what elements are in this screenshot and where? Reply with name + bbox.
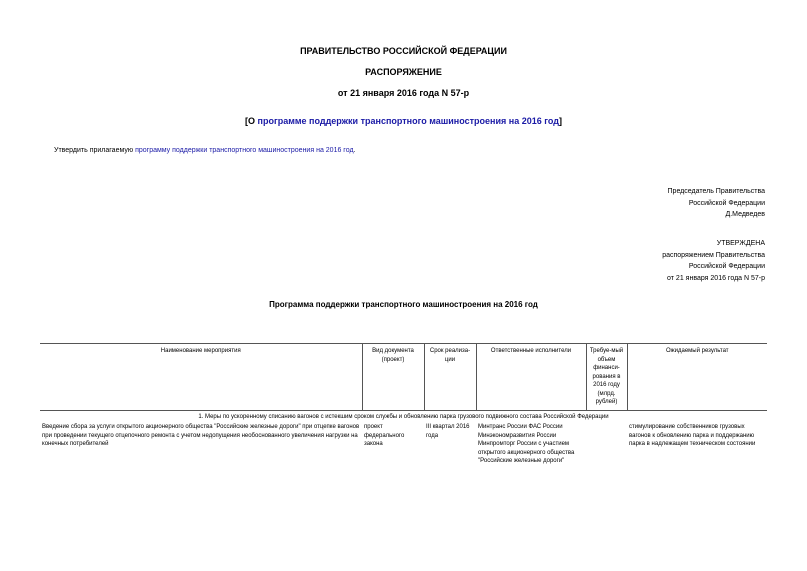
body-paragraph <box>54 147 355 154</box>
signature-line: Российской Федерации <box>688 199 765 207</box>
program-title: Программа поддержки транспортного машиностроения на 2016 год <box>269 300 538 309</box>
body-text-after: . <box>353 147 356 154</box>
table-section-row <box>40 410 767 422</box>
body-program-link[interactable]: программу поддержки транспортного машиностроения на 2016 год <box>135 147 354 154</box>
document-type: РАСПОРЯЖЕНИЕ <box>365 67 442 77</box>
cell-executors: Минтранс России ФАС России Минэкономразвития России Минпромторг России с участием открытого акционерного общества "Российские железные дороги" <box>478 424 575 464</box>
column-header-measure: Наименование мероприятия <box>40 344 362 411</box>
title-close-bracket: ] <box>558 116 562 126</box>
approval-line: УТВЕРЖДЕНА <box>716 240 765 247</box>
approval-line: распоряжением Правительства <box>662 251 765 259</box>
title-link[interactable]: программе поддержки транспортного машиностроения на 2016 год <box>257 116 559 126</box>
government-heading: ПРАВИТЕЛЬСТВО РОССИЙСКОЙ ФЕДЕРАЦИИ <box>300 46 507 56</box>
section-title: 1. Меры по ускоренному списанию вагонов с истекшим сроком службы и обновлению парка грузового подвижного состава Российской Федерации <box>40 410 767 422</box>
table-header-row <box>40 344 767 411</box>
program-table <box>40 343 767 467</box>
column-header-executors: Ответственные исполнители <box>476 344 586 411</box>
table-row <box>40 422 767 467</box>
cell-funding <box>586 422 627 467</box>
document-date: от 21 января 2016 года N 57-р <box>337 88 470 98</box>
approval-line: от 21 января 2016 года N 57-р <box>667 274 765 282</box>
approval-line: Российской Федерации <box>688 263 765 270</box>
document-title <box>0 116 807 126</box>
signature-line: Председатель Правительства <box>667 188 765 195</box>
column-header-result: Ожидаемый результат <box>627 344 767 411</box>
column-header-deadline: Срок реализа-ции <box>424 344 476 411</box>
title-open-bracket: [О <box>245 116 258 126</box>
cell-deadline: III квартал 2016 года <box>426 424 470 439</box>
body-text-before: Утвердить прилагаемую <box>54 147 136 154</box>
cell-result: стимулирование собственников грузовых вагонов к обновлению парка и поддержанию парка в надлежащем техническом состоянии <box>629 424 756 447</box>
cell-measure: Введение сбора за услуги открытого акционерного общества "Российские железные дороги" при отцепке вагонов при проведении текущего отцепочного ремонта с учетом недопущения необоснованного увеличения нагрузки на конечных потребителей <box>42 424 360 447</box>
signature-block <box>668 186 765 221</box>
signature-name: Д.Медведев <box>725 211 765 218</box>
cell-doc-type: проект федерального закона <box>364 424 405 447</box>
column-header-doc-type: Вид документа (проект) <box>362 344 424 411</box>
column-header-funding: Требуе-мый объем финанси-рования в 2016 году (млрд. рублей) <box>586 344 627 411</box>
approval-block <box>662 238 765 284</box>
